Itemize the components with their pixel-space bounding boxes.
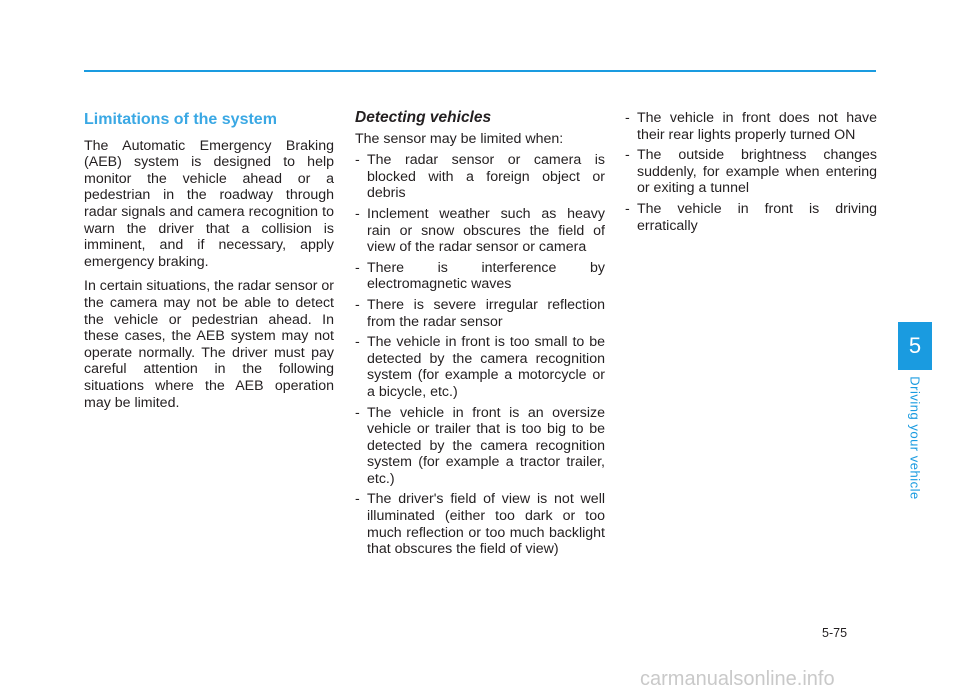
page-number: 5-75: [822, 626, 848, 640]
list-item: - The outside brightness changes suddenly, for example when entering or exiting a tunnel: [625, 147, 877, 197]
column-2: [355, 110, 605, 562]
chapter-number: 5: [908, 333, 922, 358]
limitations-list-2: [625, 110, 877, 234]
list-item: - The vehicle in front does not have their rear lights properly turned ON: [625, 110, 877, 143]
intro-text: The sensor may be limited when:: [355, 130, 564, 147]
section-heading-detecting-vehicles: Detecting vehicles: [355, 109, 492, 126]
limitations-list-1: [355, 152, 605, 558]
paragraph-aeb-limitations: In certain situations, the radar sensor or the camera may not be able to detect the vehicle or pedestrian ahead. In these cases, the AEB system may not operate normally. The driver must pay careful attention in the following situations where the AEB operation may be limited.: [84, 278, 334, 411]
list-item: - There is interference by electromagnetic waves: [355, 260, 605, 293]
list-item: - There is severe irregular reflection from the radar sensor: [355, 297, 605, 330]
list-item: - The vehicle in front is too small to be detected by the camera recognition system (for example a motorcycle or a bicycle, etc.): [355, 334, 605, 400]
chapter-title: Driving your vehicle: [907, 376, 923, 500]
header-rule: [84, 70, 876, 72]
list-item: - The driver's field of view is not well illuminated (either too dark or too much reflection or too much backlight that obscures the field of view): [355, 491, 605, 557]
column-1: [84, 110, 334, 419]
list-item: - The radar sensor or camera is blocked with a foreign object or debris: [355, 152, 605, 202]
list-item: - The vehicle in front is driving erratically: [625, 201, 877, 234]
list-item: - The vehicle in front is an oversize vehicle or trailer that is too big to be detected by the camera recognition system (for example a tractor trailer, etc.): [355, 405, 605, 488]
chapter-tab: [898, 322, 932, 370]
column-3: [625, 110, 877, 238]
watermark: carmanualsonline.info: [640, 668, 835, 690]
section-heading-limitations: Limitations of the system: [84, 111, 277, 128]
list-item: - Inclement weather such as heavy rain or snow obscures the field of view of the radar sensor or camera: [355, 206, 605, 256]
paragraph-aeb-description: The Automatic Emergency Braking (AEB) system is designed to help monitor the vehicle ahead or a pedestrian in the roadway through radar signals and camera recognition to warn the driver that a collision is imminent, and if necessary, apply emergency braking.: [84, 137, 334, 270]
